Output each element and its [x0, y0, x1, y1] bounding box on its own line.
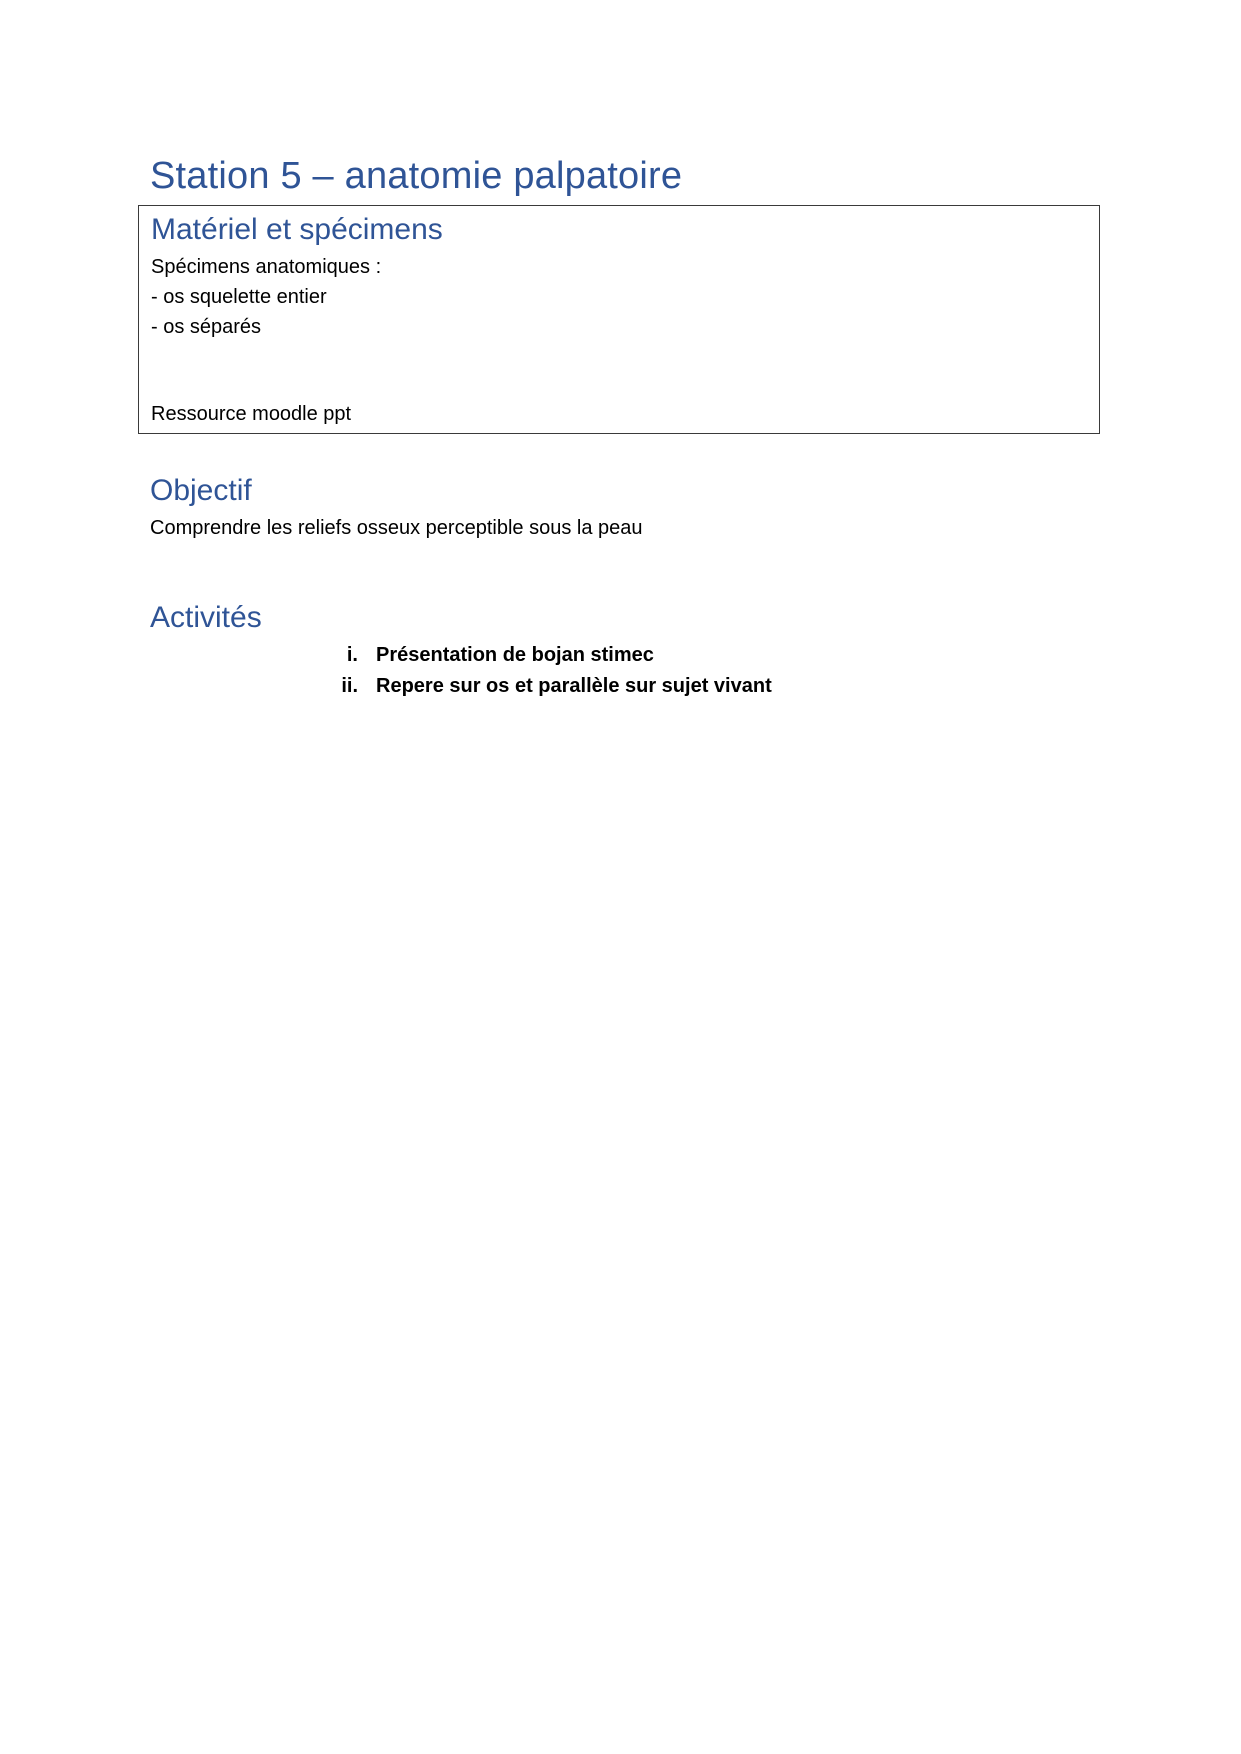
list-item [330, 640, 772, 671]
materiel-heading: Matériel et spécimens [151, 213, 443, 246]
list-item-number: i. [346, 644, 358, 666]
activites-heading: Activités [150, 601, 262, 634]
materiel-line: - os séparés [151, 316, 262, 338]
list-item-label: Présentation de bojan stimec [376, 644, 654, 666]
activites-list [330, 640, 772, 702]
objectif-heading: Objectif [150, 474, 252, 507]
materiel-box [138, 205, 1100, 434]
materiel-lines [151, 252, 381, 342]
materiel-line: - os squelette entier [151, 286, 327, 308]
materiel-resource: Ressource moodle ppt [151, 403, 352, 425]
list-item-label: Repere sur os et parallèle sur sujet vivant [376, 675, 772, 697]
list-item [330, 671, 772, 702]
list-item-number: ii. [341, 675, 358, 697]
objectif-text: Comprendre les reliefs osseux perceptible sous la peau [150, 517, 643, 539]
page-title: Station 5 – anatomie palpatoire [150, 155, 683, 197]
materiel-line: Spécimens anatomiques : [151, 256, 382, 278]
